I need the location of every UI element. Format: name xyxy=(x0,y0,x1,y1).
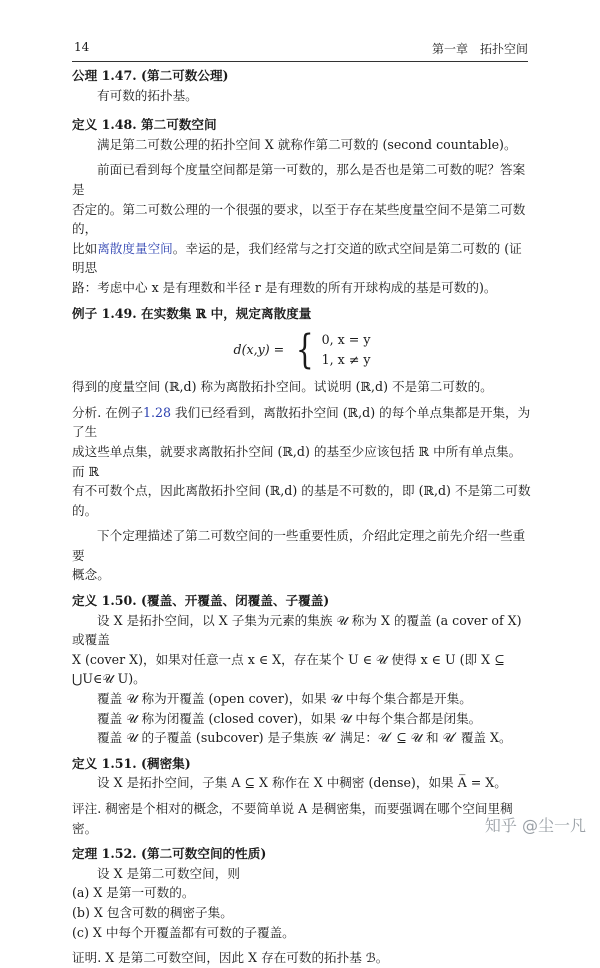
example-1-28-link[interactable]: 1.28 xyxy=(142,404,172,420)
paragraph-line: 路：考虑中心 x 是有理数和半径 r 是有理数的所有开球构成的基是可数的)。 xyxy=(72,279,497,295)
remark-text: 评注. 稠密是个相对的概念，不要简单说 A 是稠密集，而要强调在哪个空间里稠密。 xyxy=(72,801,513,836)
definition-1-50-line: 设 X 是拓扑空间，以 X 子集为元素的集族 𝒰 称为 X 的覆盖 (a cover of X) 或覆盖 xyxy=(72,612,522,648)
analysis-line: 分析. 在例子1.28 我们已经看到，离散拓扑空间 (ℝ,d) 的每个单点集都是开集，为了生 xyxy=(72,404,531,440)
proof-text: 证明. X 是第二可数空间，因此 X 存在可数的拓扑基 ℬ。 xyxy=(72,950,389,966)
header-rule xyxy=(72,61,528,62)
definition-1-48-heading: 定义 1.48. 第二可数空间 xyxy=(72,117,217,133)
paragraph-line: 下个定理描述了第二可数空间的一些重要性质，介绍此定理之前先介绍一些重要 xyxy=(72,528,526,563)
definition-1-51-text: 设 X 是拓扑空间，子集 A ⊆ X 称作在 X 中稠密 (dense)，如果 A̅ = X。 xyxy=(97,775,507,791)
discrete-metric-formula xyxy=(72,327,532,373)
discrete-metric-space-link[interactable]: 离散度量空间 xyxy=(97,240,173,256)
left-brace-icon: { xyxy=(296,327,314,374)
paragraph-line: 概念。 xyxy=(72,567,110,583)
formula-case-unequal: 1, x ≠ y xyxy=(321,352,371,368)
example-1-49-question: 得到的度量空间 (ℝ,d) 称为离散拓扑空间。试说明 (ℝ,d) 不是第二可数的。 xyxy=(72,379,493,395)
paragraph-line: 否定的。第二可数公理的一个很强的要求，以至于存在某些度量空间不是第二可数的， xyxy=(72,201,526,237)
page-body xyxy=(72,66,532,968)
page-number: 14 xyxy=(74,40,90,54)
axiom-1-47-text: 有可数的拓扑基。 xyxy=(97,87,198,103)
theorem-item-b: (b) X 包含可数的稠密子集。 xyxy=(72,904,233,920)
definition-1-50-line: X (cover X)，如果对任意一点 x ∈ X，存在某个 U ∈ 𝒰 使得 x ∈ U (即 X ⊆ ⋃U∈𝒰 U)。 xyxy=(72,651,505,687)
paragraph-line: 前面已看到每个度量空间都是第一可数的，那么是否也是第二可数的呢？答案是 xyxy=(72,162,526,197)
formula-case-equal: 0, x = y xyxy=(321,332,371,348)
definition-1-50-line: 覆盖 𝒰 的子覆盖 (subcover) 是子集族 𝒰′ 满足：𝒰′ ⊆ 𝒰 和 𝒰′ 覆盖 X。 xyxy=(97,730,512,746)
definition-1-51-heading: 定义 1.51. (稠密集) xyxy=(72,755,191,771)
analysis-line: 有不可数个点，因此离散拓扑空间 (ℝ,d) 的基是不可数的，即 (ℝ,d) 不是第二可数的。 xyxy=(72,483,531,518)
theorem-1-52-intro: 设 X 是第二可数空间，则 xyxy=(97,865,240,881)
definition-1-48-text: 满足第二可数公理的拓扑空间 X 就称作第二可数的 (second countable)。 xyxy=(97,136,517,152)
analysis-line: 成这些单点集，就要求离散拓扑空间 (ℝ,d) 的基至少应该包括 ℝ 中所有单点集。而 ℝ xyxy=(72,443,522,479)
formula-cases xyxy=(322,330,371,370)
axiom-1-47-heading: 公理 1.47. (第二可数公理) xyxy=(72,68,229,83)
theorem-1-52-heading: 定理 1.52. (第二可数空间的性质) xyxy=(72,846,267,862)
theorem-item-a: (a) X 是第一可数的。 xyxy=(72,885,195,901)
watermark-text: 知乎 @尘一凡 xyxy=(484,816,586,835)
watermark xyxy=(485,813,586,836)
definition-1-50-line: 覆盖 𝒰 称为开覆盖 (open cover)，如果 𝒰 中每个集合都是开集。 xyxy=(97,691,472,707)
formula-lhs: d(x,y) = xyxy=(233,342,285,358)
definition-1-50-line: 覆盖 𝒰 称为闭覆盖 (closed cover)，如果 𝒰 中每个集合都是闭集。 xyxy=(97,710,482,726)
definition-1-50-heading: 定义 1.50. (覆盖、开覆盖、闭覆盖、子覆盖) xyxy=(72,593,330,609)
running-header-chapter: 第一章 拓扑空间 xyxy=(431,42,528,56)
example-1-49-statement: 例子 1.49. 在实数集 ℝ 中，规定离散度量 xyxy=(72,305,312,321)
theorem-item-c: (c) X 中每个开覆盖都有可数的子覆盖。 xyxy=(72,924,295,940)
paragraph-line: 比如离散度量空间。幸运的是，我们经常与之打交道的欧式空间是第二可数的 (证明思 xyxy=(72,240,522,276)
